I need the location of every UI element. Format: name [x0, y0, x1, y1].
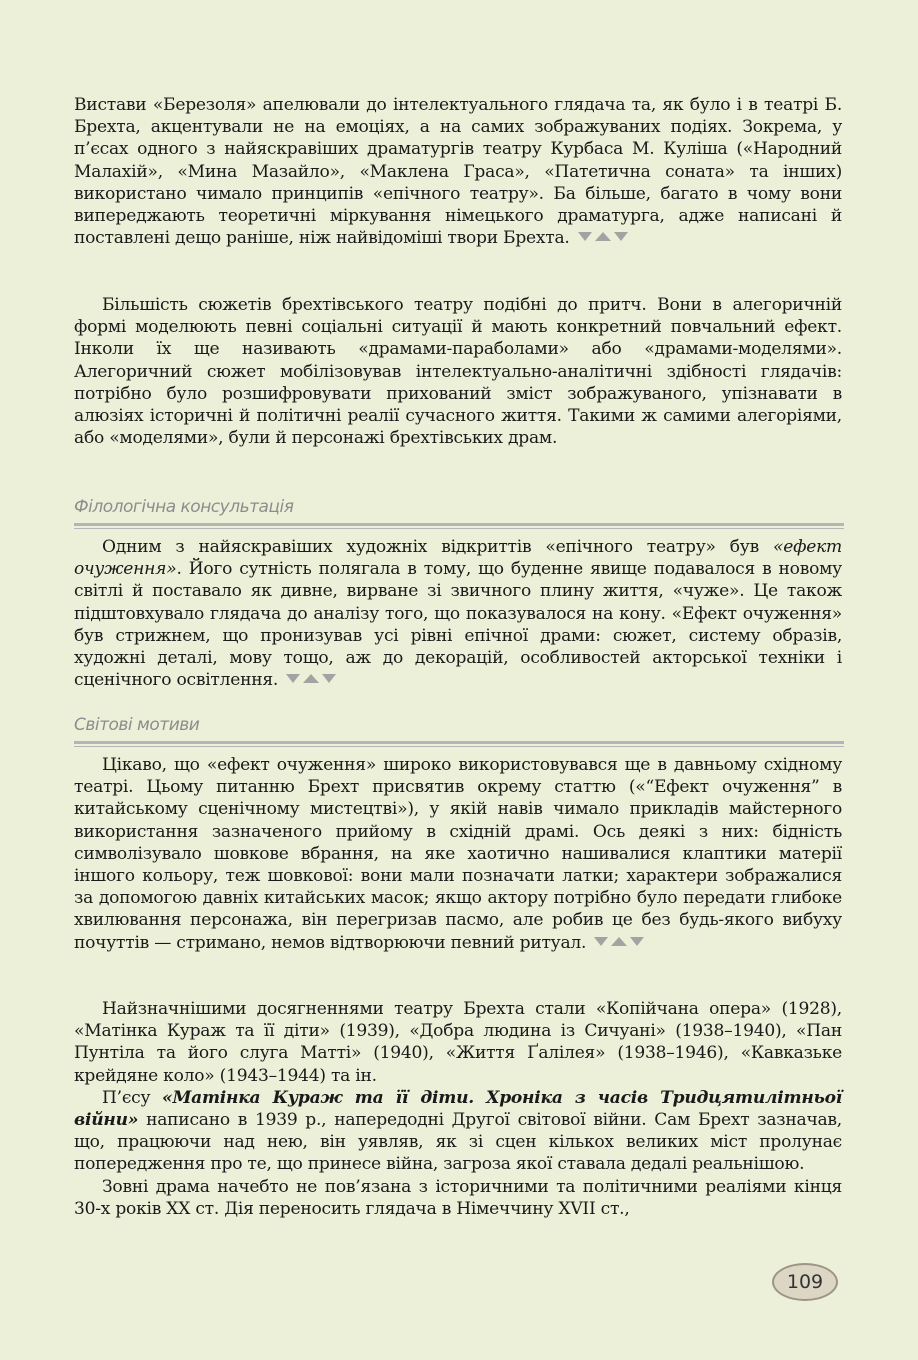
paragraph-eastern-theatre: Цікаво, що «ефект очуження» широко використовувався ще в давньому східному театрі. Цьому питанню Брехт присвятив окрему статтю («“Ефект очуження” в китайському сценічному мистецтві»), у якій навів чимало прикладів майстерного використання зазначеного прийому в східній драмі. Ось деякі з них: бідність символізувало шовкове вбрання, на яке хаотично нашивалися клаптики матерії іншого кольору, теж шовкової: вони мали позначати латки; характери зображалися за допомогою давніх китайських масок; якщо актору потрібно було передати глибоке хвилювання персонажа, він перегризав пасмо, але робив це без будь-якого вибуху почуттів — стримано, немов відтворюючи певний ритуал.	[74, 755, 842, 953]
heading-rule-thin	[74, 746, 844, 747]
page-number-badge: 109	[772, 1263, 838, 1301]
paragraph-external-drama: Зовні драма начебто не пов’язана з історичними та політичними реаліями кінця 30-х років XX ст. Дія переносить глядача в Німеччину XVII ст.,	[74, 1176, 842, 1219]
paragraph-achievements: Найзначнішими досягненнями театру Брехта стали «Копійчана опера» (1928), «Матінка Кураж та її діти» (1939), «Добра людина із Сичуані» (1938–1940), «Пан Пунтіла та його слуга Матті» (1940), «Життя Ґалілея» (1938–1946), «Кавказьке крейдяне коло» (1943–1944) та ін.	[74, 999, 842, 1086]
section-title: Світові мотиви	[74, 715, 200, 735]
paragraph-block-3	[74, 536, 842, 691]
play-title: «Матінка Кураж та її діти. Хроніка з часів Тридцятилітньої війни»	[74, 1087, 842, 1131]
paragraph-mother-courage: П’єсу «Матінка Кураж та її діти. Хроніка з часів Тридцятилітньої війни» написано в 1939 р., напередодні Другої світової війни. Сам Брехт зазначав, що, працюючи над нею, він уявляв, як зі сцен кількох великих міст пролунає попередження про те, що принесе війна, загроза якої ставала дедалі реальнішою.	[74, 1087, 842, 1175]
paragraph-block-1	[74, 94, 842, 249]
section-heading-world-motifs	[74, 714, 844, 747]
heading-rule	[74, 741, 844, 744]
end-marker-icon	[594, 936, 644, 947]
heading-rule-thin	[74, 528, 844, 529]
end-marker-icon	[286, 673, 336, 684]
paragraph-alienation-effect: Одним з найяскравіших художніх відкриттів «епічного театру» був «ефект очуження». Його сутність полягала в тому, що буденне явище подавалося в новому світлі й поставало як дивне, вирване зі звичного плину життя, «чуже». Це також підштовхувало глядача до аналізу того, що показувалося на кону. «Ефект очуження» був стрижнем, що пронизував усі рівні епічної драми: сюжет, систему образів, художні деталі, мову тощо, аж до декорацій, особливостей акторської техніки і сценічного освітлення.	[74, 537, 842, 691]
paragraph-block-2	[74, 294, 842, 449]
section-title: Філологічна консультація	[74, 497, 294, 517]
paragraph-block-4	[74, 754, 842, 954]
heading-rule	[74, 523, 844, 526]
end-marker-icon	[578, 231, 628, 242]
term-alienation: «ефект очуження»	[74, 537, 842, 580]
section-heading-philological	[74, 496, 844, 529]
paragraph-block-5	[74, 998, 842, 1220]
paragraph-berezil: Вистави «Березоля» апелювали до інтелектуального глядача та, як було і в театрі Б. Брехта, акцентували не на емоціях, а на самих зображуваних подіях. Зокрема, у п’єсах одного з найяскравіших драматургів театру Курбаса М. Куліша («Народний Малахій», «Мина Мазайло», «Маклена Граса», «Патетична соната» та інших) використано чимало принципів «епічного театру». Ба більше, багато в чому вони випереджають теоретичні міркування німецького драматурга, адже написані й поставлені дещо раніше, ніж найвідоміші твори Брехта.	[74, 95, 842, 249]
paragraph-parables: Більшість сюжетів брехтівського театру подібні до притч. Вони в алегоричній формі моделюють певні соціальні ситуації й мають конкретний повчальний ефект. Інколи їх ще називають «драмами-параболами» або «драмами-моделями». Алегоричний сюжет мобілізовував інтелектуально-аналітичні здібності глядачів: потрібно було розшифровувати прихований зміст зображуваного, упізнавати в алюзіях історичні й політичні реалії сучасного життя. Такими ж самими алегоріями, або «моделями», були й персонажі брехтівських драм.	[74, 295, 842, 449]
